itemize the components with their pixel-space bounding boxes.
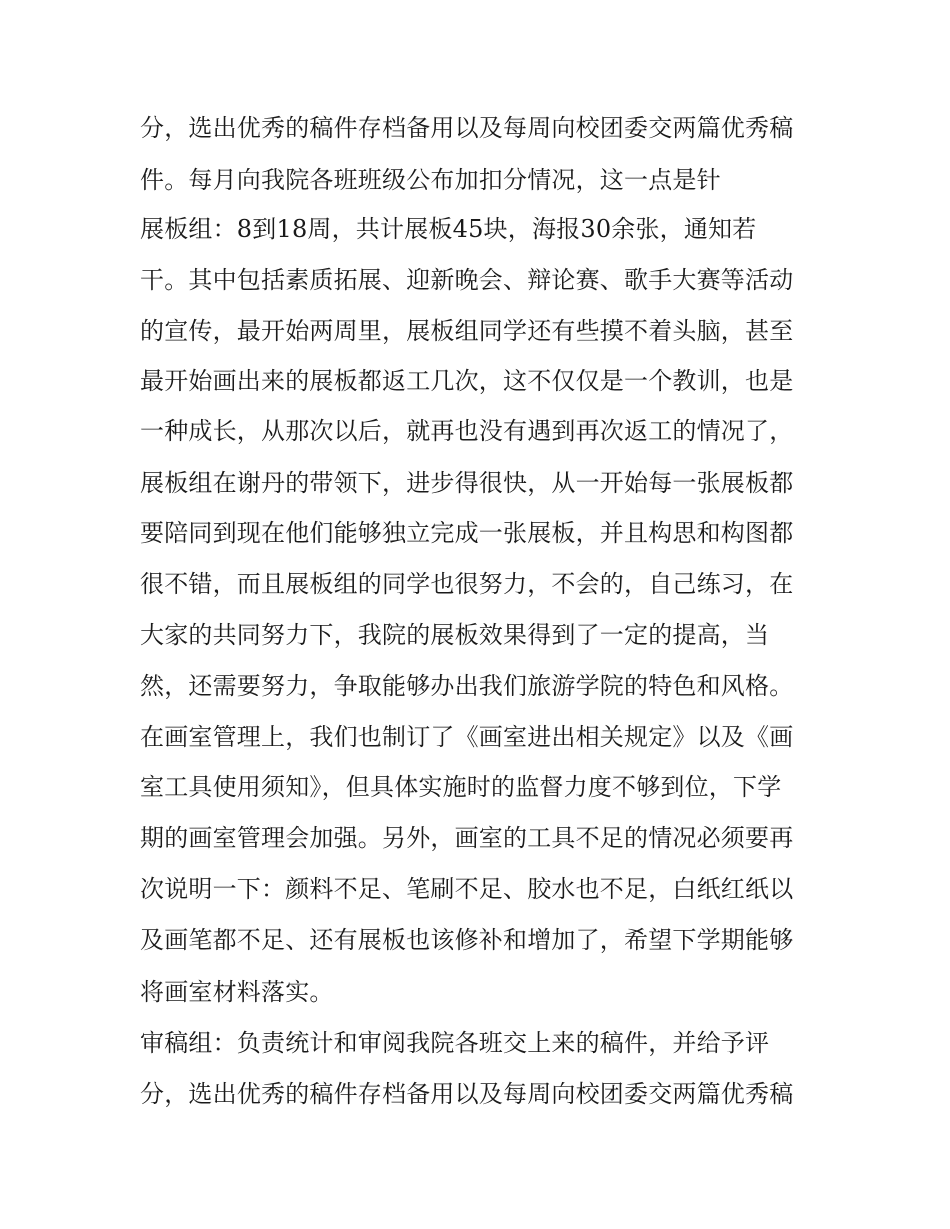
- text-line: 很不错，而且展板组的同学也很努力，不会的，自己练习，在: [140, 570, 794, 598]
- text-line: 将画室材料落实。: [140, 978, 334, 1006]
- text-line: 分，选出优秀的稿件存档备用以及每周向校团委交两篇优秀稿: [140, 1080, 794, 1108]
- text-line: 一种成长，从那次以后，就再也没有遇到再次返工的情况了，: [140, 417, 794, 445]
- text-line: 的宣传，最开始两周里，展板组同学还有些摸不着头脑，甚至: [140, 317, 794, 345]
- text-line: 展板组在谢丹的带领下，进步得很快，从一开始每一张展板都: [140, 469, 794, 497]
- text-line: 展板组：8到18周，共计展板45块，海报30余张，通知若: [140, 215, 757, 243]
- text-line: 件。每月向我院各班班级公布加扣分情况，这一点是针: [140, 166, 721, 194]
- text-line: 大家的共同努力下，我院的展板效果得到了一定的提高，当: [140, 621, 770, 649]
- text-line: 干。其中包括素质拓展、迎新晚会、辩论赛、歌手大赛等活动: [140, 266, 794, 294]
- text-line: 在画室管理上，我们也制订了《画室进出相关规定》以及《画: [140, 723, 794, 751]
- text-line: 室工具使用须知》，但具体实施时的监督力度不够到位，下学: [140, 773, 782, 801]
- text-line: 分，选出优秀的稿件存档备用以及每周向校团委交两篇优秀稿: [140, 114, 794, 142]
- text-line: 次说明一下：颜料不足、笔刷不足、胶水也不足，白纸红纸以: [140, 875, 794, 903]
- text-line: 期的画室管理会加强。另外，画室的工具不足的情况必须要再: [140, 824, 794, 852]
- text-line: 及画笔都不足、还有展板也该修补和增加了，希望下学期能够: [140, 926, 794, 954]
- text-line: 要陪同到现在他们能够独立完成一张展板，并且构思和构图都: [140, 519, 794, 547]
- text-line: 最开始画出来的展板都返工几次，这不仅仅是一个教训，也是: [140, 367, 794, 395]
- text-line: 审稿组：负责统计和审阅我院各班交上来的稿件，并给予评: [140, 1029, 770, 1057]
- text-line: 然，还需要努力，争取能够办出我们旅游学院的特色和风格。: [140, 672, 794, 700]
